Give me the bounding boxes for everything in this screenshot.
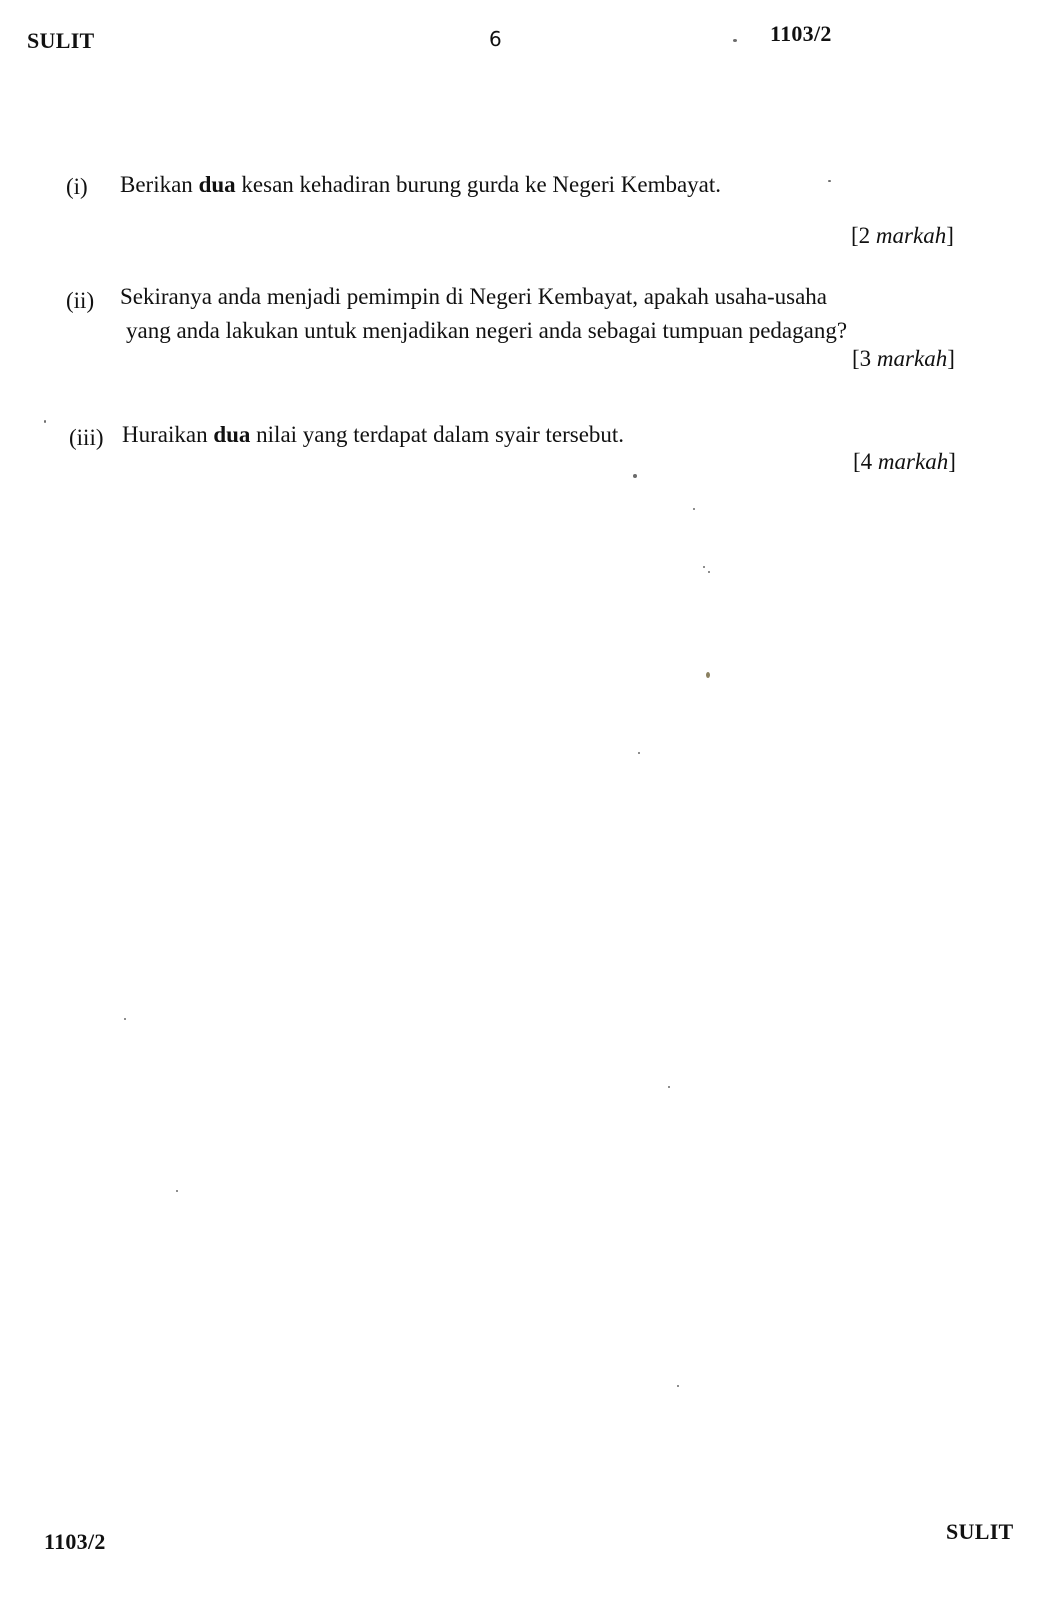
- scan-speck: [693, 508, 695, 510]
- scan-speck: [733, 39, 737, 42]
- question-3-text: Huraikan dua nilai yang terdapat dalam syair tersebut.: [122, 422, 625, 447]
- footer-sulit: SULIT: [946, 1519, 1014, 1544]
- question-1-text: Berikan dua kesan kehadiran burung gurda ke Negeri Kembayat.: [120, 172, 722, 197]
- scan-speck: [706, 672, 710, 678]
- footer-paper-code: 1103/2: [44, 1529, 106, 1554]
- scan-speck: [708, 571, 710, 573]
- page-number: 6: [489, 27, 502, 51]
- scan-speck: [633, 474, 637, 478]
- question-3-marks: [4 markah]: [853, 449, 956, 474]
- question-3-number: (iii): [69, 425, 104, 450]
- header-sulit: SULIT: [27, 28, 95, 53]
- question-1-number: (i): [66, 174, 88, 199]
- scan-speck: [677, 1385, 679, 1387]
- scan-speck: [638, 752, 640, 754]
- scan-speck: [44, 420, 46, 423]
- question-2-number: (ii): [66, 288, 95, 313]
- question-2-marks: [3 markah]: [852, 346, 955, 371]
- scan-speck: [703, 566, 705, 568]
- header-paper-code: 1103/2: [770, 21, 832, 46]
- scan-speck: [124, 1018, 126, 1020]
- question-2-text-line-2: yang anda lakukan untuk menjadikan negeri anda sebagai tumpuan pedagang?: [126, 318, 848, 343]
- scan-speck: [668, 1086, 670, 1088]
- scan-speck: [828, 180, 831, 182]
- question-2-text-line-1: Sekiranya anda menjadi pemimpin di Negeri Kembayat, apakah usaha-usaha: [120, 284, 827, 309]
- scan-speck: [176, 1190, 178, 1192]
- question-1-marks: [2 markah]: [851, 223, 954, 248]
